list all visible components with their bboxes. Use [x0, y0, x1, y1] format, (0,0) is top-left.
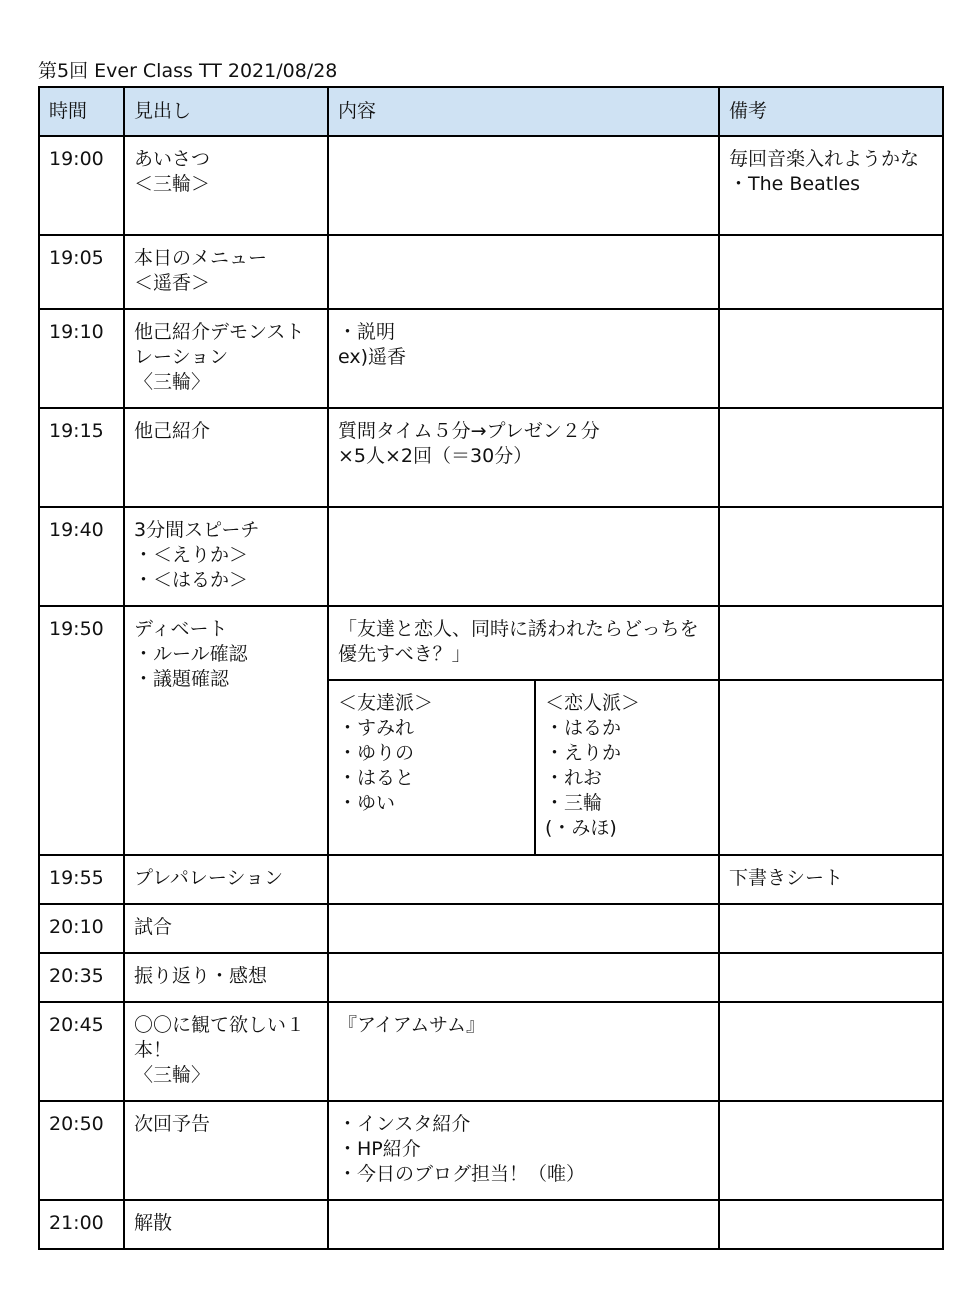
cell-line: ・HP紹介 [338, 1138, 421, 1160]
table-row [39, 136, 943, 235]
time-cell: 20:35 [39, 953, 124, 1002]
content-cell [328, 953, 719, 1002]
heading-cell [124, 136, 328, 235]
content-cell [328, 136, 719, 235]
cell-line: ・The Beatles [729, 173, 861, 195]
content-cell [328, 606, 719, 680]
time-cell: 19:10 [39, 309, 124, 408]
heading-cell [124, 855, 328, 904]
time-cell: 20:50 [39, 1101, 124, 1200]
table-row [39, 507, 943, 606]
notes-cell [719, 136, 943, 235]
table-row [39, 606, 943, 680]
cell-line: ・＜はるか＞ [134, 569, 249, 591]
cell-line: ×5人×2回（＝30分） [338, 445, 533, 467]
table-row [39, 953, 943, 1002]
heading-cell [124, 904, 328, 953]
cell-line: 解散 [134, 1212, 173, 1234]
cell-line: 他己紹介デモンストレーション [134, 321, 305, 368]
table-row [39, 904, 943, 953]
heading-cell [124, 507, 328, 606]
heading-cell [124, 953, 328, 1002]
cell-line: ＜恋人派＞ [545, 692, 641, 714]
header-content: 内容 [328, 87, 719, 136]
heading-cell [124, 235, 328, 309]
content-cell [328, 235, 719, 309]
notes-cell [719, 680, 943, 855]
cell-line: (・みほ) [545, 817, 617, 839]
content-cell [328, 507, 719, 606]
heading-cell [124, 606, 328, 855]
cell-line: ・今日のブログ担当！（唯） [338, 1163, 586, 1185]
cell-line: ＜三輪＞ [134, 173, 211, 195]
content-cell [328, 1101, 719, 1200]
document-title: 第5回 Ever Class TT 2021/08/28 [38, 60, 338, 82]
heading-cell [124, 1101, 328, 1200]
notes-cell [719, 855, 943, 904]
debate-lovers-cell [535, 680, 719, 855]
notes-cell [719, 1200, 943, 1249]
content-cell [328, 1200, 719, 1249]
time-cell: 19:05 [39, 235, 124, 309]
table-row [39, 1200, 943, 1249]
cell-line: ・＜えりか＞ [134, 544, 249, 566]
cell-line: 〈三輪〉 [134, 1064, 211, 1086]
cell-line: ・れお [545, 767, 603, 789]
table-row [39, 235, 943, 309]
time-cell: 19:55 [39, 855, 124, 904]
content-cell [328, 408, 719, 507]
cell-line: ＜遥香＞ [134, 272, 211, 294]
cell-line: ・ゆい [338, 792, 396, 814]
cell-line: ＜友達派＞ [338, 692, 434, 714]
cell-line: ・ゆりの [338, 742, 415, 764]
timetable-body [39, 136, 943, 1249]
content-cell [328, 309, 719, 408]
header-heading: 見出し [124, 87, 328, 136]
header-row [39, 87, 943, 136]
table-row [39, 309, 943, 408]
cell-line: 下書きシート [729, 867, 844, 889]
cell-line: ・はるか [545, 717, 622, 739]
notes-cell [719, 904, 943, 953]
cell-line: ・はると [338, 767, 415, 789]
heading-cell [124, 408, 328, 507]
cell-line: 毎回音楽入れようかな [729, 148, 920, 170]
cell-line: 質問タイム５分→プレゼン２分 [338, 420, 600, 442]
cell-line: 本日のメニュー [134, 247, 268, 269]
time-cell: 19:00 [39, 136, 124, 235]
notes-cell [719, 1101, 943, 1200]
header-time: 時間 [39, 87, 124, 136]
cell-line: ・インスタ紹介 [338, 1113, 471, 1135]
debate-friends-cell [328, 680, 535, 855]
cell-line: 振り返り・感想 [134, 965, 268, 987]
content-cell [328, 904, 719, 953]
content-cell [328, 1002, 719, 1101]
cell-line: ex)遥香 [338, 346, 407, 368]
time-cell: 20:45 [39, 1002, 124, 1101]
cell-line: 〇〇に観て欲しい１本！ [134, 1014, 306, 1061]
cell-line: プレパレーション [134, 867, 284, 889]
cell-line: 試合 [134, 916, 173, 938]
cell-line: 次回予告 [134, 1113, 211, 1135]
cell-line: あいさつ [134, 148, 211, 170]
cell-line: 他己紹介 [134, 420, 211, 442]
time-cell: 21:00 [39, 1200, 124, 1249]
heading-cell [124, 309, 328, 408]
notes-cell [719, 309, 943, 408]
content-cell [328, 855, 719, 904]
cell-line: ・えりか [545, 742, 622, 764]
notes-cell [719, 235, 943, 309]
heading-cell [124, 1200, 328, 1249]
cell-line: ・三輪 [545, 792, 603, 814]
cell-line: 「友達と恋人、同時に誘われたらどっちを優先すべき？」 [338, 618, 699, 665]
time-cell: 19:50 [39, 606, 124, 855]
table-row [39, 1002, 943, 1101]
cell-line: ・すみれ [338, 717, 415, 739]
table-row [39, 1101, 943, 1200]
heading-cell [124, 1002, 328, 1101]
table-row [39, 408, 943, 507]
notes-cell [719, 606, 943, 680]
cell-line: ディベート [134, 618, 228, 640]
notes-cell [719, 1002, 943, 1101]
cell-line: ・議題確認 [134, 668, 230, 690]
header-notes: 備考 [719, 87, 943, 136]
cell-line: 〈三輪〉 [134, 371, 211, 393]
cell-line: ・ルール確認 [134, 643, 248, 665]
notes-cell [719, 953, 943, 1002]
cell-line: 3分間スピーチ [134, 519, 260, 541]
table-row [39, 855, 943, 904]
time-cell: 20:10 [39, 904, 124, 953]
notes-cell [719, 507, 943, 606]
time-cell: 19:15 [39, 408, 124, 507]
cell-line: 『アイアムサム』 [338, 1014, 486, 1036]
notes-cell [719, 408, 943, 507]
time-cell: 19:40 [39, 507, 124, 606]
timetable [38, 86, 944, 1250]
cell-line: ・説明 [338, 321, 396, 343]
